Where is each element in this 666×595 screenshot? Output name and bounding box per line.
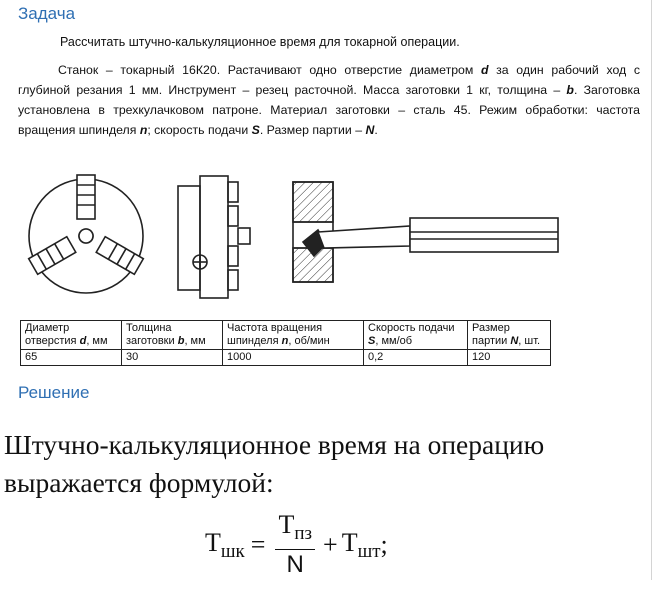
value-diameter: 65 xyxy=(21,350,122,366)
page-edge-rule xyxy=(651,0,652,580)
formula-fraction xyxy=(275,510,315,580)
boring-tool xyxy=(303,218,558,256)
header-feed-rate: Скорость подачи S, мм/об xyxy=(364,321,468,350)
solution-heading: Решение xyxy=(18,383,90,402)
formula-lhs: $Т_{шк}$ xyxy=(205,527,245,562)
fraction-numerator: $Т_{пз}$ xyxy=(275,510,315,550)
value-feed-rate: 0,2 xyxy=(364,350,468,366)
value-spindle-speed: 1000 xyxy=(223,350,364,366)
fraction-denominator: N xyxy=(286,551,304,578)
task-heading: Задача xyxy=(18,4,76,23)
time-formula xyxy=(205,510,388,580)
technical-drawings xyxy=(18,172,578,302)
header-diameter: Диаметр отверстия d, мм xyxy=(21,321,122,350)
header-batch-size: Размер партии N, шт. xyxy=(468,321,551,350)
solution-text: Штучно-калькуляционное время на операцию выражается формулой: xyxy=(4,429,545,498)
formula-term: $Т_{шт}$ xyxy=(341,527,381,562)
parameters-table xyxy=(20,320,551,366)
formula-end: ; xyxy=(380,530,388,559)
task-subtitle: Рассчитать штучно-калькуляционное время для токарной операции. xyxy=(60,35,460,49)
table-row xyxy=(21,350,551,366)
table-header-row xyxy=(21,321,551,350)
chuck-front-view xyxy=(29,175,144,293)
value-thickness: 30 xyxy=(122,350,223,366)
formula-equals: = xyxy=(250,530,266,559)
header-thickness: Толщина заготовки b, мм xyxy=(122,321,223,350)
chuck-side-view xyxy=(178,176,250,298)
header-spindle-speed: Частота вращения шпинделя n, об/мин xyxy=(223,321,364,350)
formula-plus: + xyxy=(323,530,338,559)
value-batch-size: 120 xyxy=(468,350,551,366)
task-text: Станок – токарный 16К20. Растачивают одно отверстие диаметром d за один рабочий ход с глубиной резания 1 мм. Инструмент – резец расточной. Масса заготовки 1 кг, толщина – b. Заготовка установлена в трехкулачковом патроне. Материал заготовки – сталь 45. Режим обработки: частота вращения шпинделя n; скорость подачи S. Размер партии – N. xyxy=(18,63,640,137)
